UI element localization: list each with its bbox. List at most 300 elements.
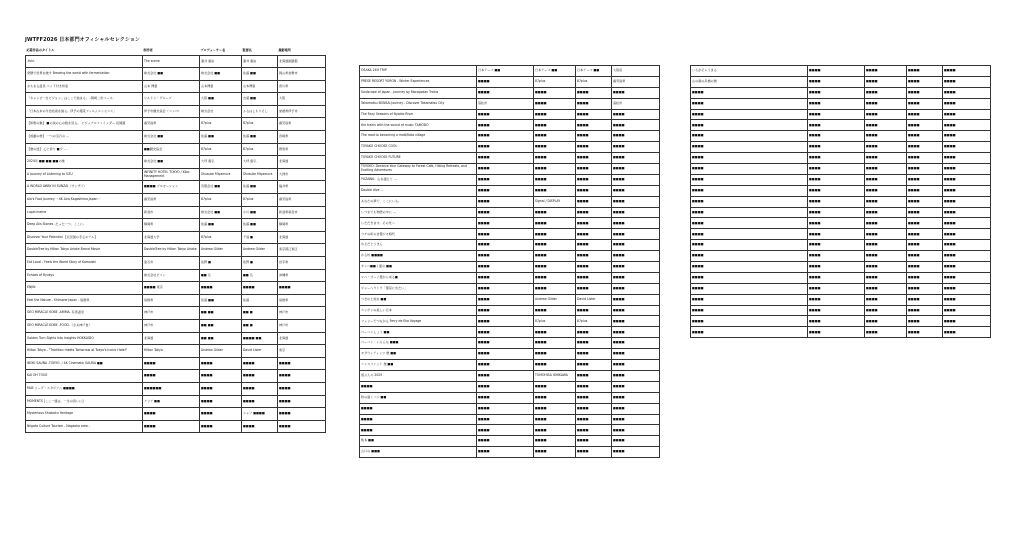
table-row <box>691 316 991 327</box>
table-row <box>26 332 326 345</box>
table-row <box>691 87 991 98</box>
cell-location: 神戸市 <box>278 307 326 320</box>
cell-director: 山本博康 <box>242 80 278 93</box>
table-row <box>691 305 991 316</box>
cell-producer-name: Shusuke Miyamura <box>200 168 242 181</box>
cell-producer-company: ■■■■ <box>808 120 865 131</box>
cell-location: ■■■■ <box>612 349 660 360</box>
cell-producer-company: ■■■■ <box>477 120 534 131</box>
cell-producer-company: 伊予市観光協会（コンペ） <box>143 105 200 118</box>
cell-director: ■■■■ <box>907 153 943 164</box>
cell-producer-company: ■■■■ <box>477 174 534 185</box>
cell-producer-name: ■■■■ <box>534 360 576 371</box>
cell-producer-company: ■■■■ <box>808 109 865 120</box>
cell-location: ■■■■ <box>612 207 660 218</box>
cell-producer-company: ■■■■ <box>477 272 534 283</box>
table-row <box>26 131 326 144</box>
table-row <box>360 349 660 360</box>
cell-director: ■■■■ <box>576 370 612 381</box>
table-row <box>360 305 660 316</box>
cell-producer-name: ■■■■ <box>865 185 907 196</box>
cell-producer-name: TOMOHISA ISHIKAWA <box>534 370 576 381</box>
table-row <box>360 403 660 414</box>
cell-producer-name: 佐藤 ■■ <box>200 131 242 144</box>
cell-producer-name: ■■■■ <box>200 382 242 395</box>
cell-title: ■■■■ <box>691 207 808 218</box>
cell-producer-name: 大坪 康弘 <box>200 156 242 169</box>
cell-director: ■■■■ <box>907 316 943 327</box>
cell-director: ■■■■ <box>907 174 943 185</box>
table-row <box>26 294 326 307</box>
cell-director: 大坪 康弘 <box>242 156 278 169</box>
cell-location: ■■■■ <box>943 327 991 338</box>
cell-producer-name: ■■■■ <box>200 282 242 295</box>
cell-producer-name: ■■■■ <box>865 142 907 153</box>
cell-location: ■■■■ <box>612 120 660 131</box>
cell-producer-name: ■■■■ <box>534 109 576 120</box>
cell-producer-company: ■■■■ <box>143 408 200 421</box>
cell-title: 【遊戯の旅】 一つの宝石の ... <box>26 131 143 144</box>
cell-producer-company: ■■■■ <box>808 164 865 175</box>
cell-director: ■■■■ <box>242 370 278 383</box>
cell-producer-company: ■■■■ <box>808 294 865 305</box>
cell-producer-name: 株式会社 ■■ <box>200 206 242 219</box>
table-row <box>360 207 660 218</box>
cell-producer-name: ■■■■ <box>865 316 907 327</box>
table-row <box>26 206 326 219</box>
cell-location: ■■■■ <box>943 229 991 240</box>
table-row <box>691 262 991 273</box>
cell-location: ■■■■ <box>943 294 991 305</box>
cell-title: TOYOKO: Decisive Your Gateway to Forest Cafe, Hiking Retreats, and Exciting Adventures <box>360 164 477 175</box>
cell-title: A Journey of Listening to OZU <box>26 168 143 181</box>
header-director: 監督名 <box>242 47 252 52</box>
cell-title: TOYAKO CHOOSE COOL <box>360 142 477 153</box>
cell-director: David Lister <box>242 345 278 358</box>
cell-director: ■■■■ <box>576 414 612 425</box>
cell-location: 鹿児島県 <box>278 194 326 207</box>
table-row <box>26 105 326 118</box>
header-producer-name: プロデューサー名 <box>200 47 226 52</box>
cell-producer-name: ■■■■ <box>534 207 576 218</box>
cell-location: ■■■■ <box>943 305 991 316</box>
cell-location: ■■■■ <box>943 98 991 109</box>
cell-location: 愛媛県伊予市 <box>278 105 326 118</box>
cell-director: ■■■■ <box>576 272 612 283</box>
cell-producer-company: ■■■■ <box>808 76 865 87</box>
cell-producer-company: INFINITY HOTEL TOKYO / Kibo Management <box>143 168 200 181</box>
cell-producer-name: 87plus <box>200 143 242 156</box>
cell-producer-company: ■■■■ <box>477 283 534 294</box>
cell-director: ■■■■ <box>576 305 612 316</box>
cell-producer-company: ■■■■ <box>477 327 534 338</box>
table-row <box>691 142 991 153</box>
cell-location: 高松市 <box>612 98 660 109</box>
cell-title: PRESE RESORT YORON - Winter Experiences <box>360 76 477 87</box>
cell-producer-company: ■■■■■■ <box>143 382 200 395</box>
cell-director: ■■■■ <box>576 360 612 371</box>
cell-location: ■■■■ <box>612 196 660 207</box>
cell-location: 東京 <box>278 345 326 358</box>
cell-producer-name: ■■■■ <box>534 262 576 273</box>
cell-title: 「キャンピ一生ビジョン」はここで始まる。 -岡崎二世コース- <box>26 93 143 106</box>
cell-title: いつまでも物語の中に ... <box>360 207 477 218</box>
cell-title: ■■■■ <box>691 229 808 240</box>
cell-title: Golden Turn Sights Into Insights HOKKAIDO <box>26 332 143 345</box>
cell-title: GEO MIRACLE KOBE -ARIMA- 有馬温泉 <box>26 307 143 320</box>
page-title: JWTFF2026 日本部門オフィシャルセレクション <box>25 37 141 43</box>
cell-producer-company: ■■■■ <box>808 185 865 196</box>
cell-producer-company: Hilton Tokyo <box>143 345 200 358</box>
table-row <box>360 316 660 327</box>
cell-producer-name: Signal / DISPLAY <box>534 196 576 207</box>
cell-location: ■■■■ <box>278 357 326 370</box>
cell-producer-company: ■■■■ <box>477 207 534 218</box>
cell-producer-company: ■■■■ <box>477 218 534 229</box>
table-row <box>26 395 326 408</box>
cell-director: ■■■■ <box>907 262 943 273</box>
cell-location: ■■■■ <box>278 282 326 295</box>
cell-title: ■■■■ <box>691 142 808 153</box>
cell-producer-name: 87plus <box>534 316 576 327</box>
table-row <box>26 420 326 433</box>
cell-producer-name: ■■■■ <box>534 131 576 142</box>
cell-producer-name: ■■■■ <box>865 87 907 98</box>
cell-director: ■■■■ <box>242 282 278 295</box>
cell-producer-company: 北海道 <box>143 332 200 345</box>
cell-director: 佐野 ■ <box>242 257 278 270</box>
cell-producer-company: ■■■■ <box>477 305 534 316</box>
cell-producer-company: ■■■■ プロモーション <box>143 181 200 194</box>
cell-location: 鹿児島県 <box>612 76 660 87</box>
table-row <box>691 240 991 251</box>
cell-location: 宮崎県 <box>278 131 326 144</box>
cell-director: 87plus <box>576 76 612 87</box>
cell-producer-company: ■■■■ <box>808 207 865 218</box>
table-row <box>360 283 660 294</box>
cell-title: 【旅の途】 心と祈り ■夕 ... <box>26 143 143 156</box>
cell-producer-name: 蒲井 康祐 <box>200 55 242 68</box>
cell-location: 福井県 <box>278 181 326 194</box>
cell-producer-company: ■■■■ <box>808 174 865 185</box>
table-row <box>26 319 326 332</box>
cell-producer-name: 佐藤 ■■ <box>200 294 242 307</box>
cell-director: ■■■■ <box>576 87 612 98</box>
cell-producer-company: 神戸市 <box>143 319 200 332</box>
cell-producer-company: 株式会社 ■■ <box>143 68 200 81</box>
cell-title: OSAKA 24H TRIP <box>360 66 477 77</box>
table-row <box>691 98 991 109</box>
cell-location: ■■■■ <box>943 272 991 283</box>
table-row <box>26 257 326 270</box>
table-row <box>26 282 326 295</box>
cell-title: ■■■■ <box>691 327 808 338</box>
table-row <box>26 80 326 93</box>
cell-location: ■■■■ <box>943 120 991 131</box>
cell-producer-name: 87plus <box>200 118 242 131</box>
table-row <box>360 240 660 251</box>
table-row <box>691 207 991 218</box>
cell-location: ■■■■ <box>612 262 660 273</box>
table-row <box>360 392 660 403</box>
cell-location: 北海道 <box>278 156 326 169</box>
table-row <box>360 262 660 273</box>
cell-title: ■■■■ <box>360 381 477 392</box>
cell-producer-company: ■■■■ <box>477 76 534 87</box>
cell-producer-company: ■■■■ <box>808 153 865 164</box>
cell-producer-name: ■■■■ <box>865 283 907 294</box>
cell-producer-name: ■■■■ <box>865 251 907 262</box>
cell-title: The Foxy Seasons of Nyoido River <box>360 109 477 120</box>
cell-producer-name: ■■■■ <box>534 120 576 131</box>
table-row <box>26 382 326 395</box>
cell-director: ■■■■ <box>576 131 612 142</box>
table-row <box>360 142 660 153</box>
cell-title: Discover Your Potential 【北見屋の手心ホテル】 <box>26 231 143 244</box>
cell-location: 北海道釧路郡 <box>278 55 326 68</box>
cell-title: ジョーヘウトウ「風景に出たい」 <box>360 283 477 294</box>
cell-title: ■■■■ <box>691 120 808 131</box>
cell-producer-name: ■■■■ <box>534 185 576 196</box>
cell-producer-name: ■■■■ <box>865 218 907 229</box>
cell-title: ■■■■ <box>691 218 808 229</box>
cell-location: ■■■■ <box>278 420 326 433</box>
cell-director: ■■■■ <box>907 196 943 207</box>
cell-location: 沖縄県 <box>278 269 326 282</box>
cell-director: ■■■■ <box>242 420 278 433</box>
cell-director: ■■■■ <box>576 381 612 392</box>
cell-producer-name: ■■■■ <box>534 381 576 392</box>
cell-director: シャプ ■■■■ <box>242 408 278 421</box>
table-row <box>691 283 991 294</box>
table-row <box>360 414 660 425</box>
cell-director: 千島 ■ <box>242 231 278 244</box>
cell-title: TOYAKO CHOOSE FUTURE <box>360 153 477 164</box>
cell-location: ■■■■ <box>943 196 991 207</box>
table-row <box>360 153 660 164</box>
cell-title: つぎの土地を ■■ <box>360 294 477 305</box>
cell-title: 秋の遠くバシ ■■ <box>360 392 477 403</box>
cell-producer-name: ■■■■ <box>200 370 242 383</box>
cell-title: ■■■■ <box>691 240 808 251</box>
cell-location: ■■■■ <box>278 408 326 421</box>
cell-location: 岩手県 <box>278 257 326 270</box>
cell-location: ■■■■ <box>612 153 660 164</box>
cell-director: ふるはしもりそし <box>242 105 278 118</box>
cell-location: ■■■■ <box>612 414 660 425</box>
cell-producer-name: ■■■■ <box>200 395 242 408</box>
cell-location: ■■■■ <box>943 283 991 294</box>
cell-producer-company: 神戸市 <box>143 307 200 320</box>
cell-producer-company: ■■■■ <box>477 360 534 371</box>
table-row <box>360 360 660 371</box>
cell-location: ■■■■ <box>943 185 991 196</box>
cell-location: ■■■■ <box>612 370 660 381</box>
cell-producer-name: ■■■■ <box>534 272 576 283</box>
cell-producer-name: ■■■■ <box>865 294 907 305</box>
cell-producer-name: Andrew Gilder <box>534 294 576 305</box>
cell-location: ■■■■ <box>943 153 991 164</box>
cell-director: ■■■■ <box>576 327 612 338</box>
cell-location: ■■■■ <box>943 262 991 273</box>
selection-table-3 <box>690 65 991 338</box>
cell-location: 香川県 <box>278 80 326 93</box>
cell-title: ■■■■ <box>691 153 808 164</box>
table-row <box>360 294 660 305</box>
cell-director: ■■■■ <box>242 395 278 408</box>
selection-table-1 <box>25 47 326 433</box>
cell-producer-name: 大阪 ■■ <box>200 93 242 106</box>
cell-director: ■■■■ <box>242 382 278 395</box>
cell-director: ■■■■ <box>907 185 943 196</box>
table-row <box>26 55 326 68</box>
cell-producer-company: ■■■■ <box>477 142 534 153</box>
table-row <box>360 251 660 262</box>
cell-producer-name: ■■■■ <box>865 131 907 142</box>
cell-producer-company: ■■■■ <box>477 294 534 305</box>
cell-producer-company: ■■■■ <box>808 272 865 283</box>
cell-location: ■■■■ <box>943 174 991 185</box>
cell-location: 神戸市 <box>278 319 326 332</box>
table-row <box>691 66 991 77</box>
table-row <box>360 381 660 392</box>
table-row <box>360 218 660 229</box>
cell-location: ■■■■ <box>943 142 991 153</box>
table-row <box>691 131 991 142</box>
cell-producer-name: ■■■■ <box>865 76 907 87</box>
table-row <box>691 120 991 131</box>
cell-director: Shusuke Miyamura <box>242 168 278 181</box>
cell-director: ■■■■ <box>576 425 612 436</box>
cell-title: ■■■■ <box>360 414 477 425</box>
cell-title: ニッポンの美しい日本 <box>360 305 477 316</box>
cell-producer-company: ■■■■ <box>143 370 200 383</box>
table-row <box>360 164 660 175</box>
cell-location: 群馬県 <box>278 143 326 156</box>
cell-title: 2024年 ■■ ■■ ■■の旅 <box>26 156 143 169</box>
cell-title: The road to becoming a matt/Kota village <box>360 131 477 142</box>
cell-producer-name: ■■■■ <box>865 305 907 316</box>
cell-producer-name: ■■■■ <box>534 153 576 164</box>
cell-producer-name: ■■■■ <box>865 240 907 251</box>
cell-producer-name: ■■■■ <box>200 420 242 433</box>
cell-location: ■■■■ <box>612 447 660 458</box>
cell-location: ■■■■ <box>612 305 660 316</box>
cell-director: 87plus <box>242 118 278 131</box>
cell-producer-company: ■■■■ <box>477 185 534 196</box>
table-row <box>360 131 660 142</box>
cell-location: ■■■■ <box>943 131 991 142</box>
cell-location: ■■■■ <box>943 251 991 262</box>
cell-title: ■■■■ <box>691 272 808 283</box>
cell-title: Takamatsu BONSAI Journey - Discover Takamatsu City <box>360 98 477 109</box>
cell-director: 日本テーマ ■■ <box>576 66 612 77</box>
cell-producer-name: 87plus <box>200 194 242 207</box>
table-row <box>26 93 326 106</box>
cell-producer-company: ■■■■ <box>808 240 865 251</box>
cell-director: ■■■■ <box>907 327 943 338</box>
cell-director: ■■■■ <box>576 229 612 240</box>
cell-producer-name: 有限会社 ■■ <box>200 181 242 194</box>
cell-location: ■■■■ <box>612 381 660 392</box>
cell-producer-company: 株式会社 ■■ <box>143 156 200 169</box>
cell-producer-company: 新潟市 <box>143 206 200 219</box>
cell-director: ■■■■ <box>907 120 943 131</box>
cell-location: ■■■■ <box>943 87 991 98</box>
cell-producer-name: ■■■■ <box>534 283 576 294</box>
cell-director: ■■■■ <box>907 294 943 305</box>
cell-producer-company: ■■■■ <box>477 349 534 360</box>
cell-title: ■■■■ <box>360 425 477 436</box>
cell-director: 佐藤 ■■ <box>242 131 278 144</box>
table-header-row <box>26 47 326 55</box>
cell-director: ■■■■ <box>907 240 943 251</box>
cell-director: ■■■■ <box>576 174 612 185</box>
cell-title: いろがそらうまる <box>691 66 808 77</box>
cell-location: ■■■■ <box>612 109 660 120</box>
cell-producer-name: ■■■■ <box>534 392 576 403</box>
cell-location: ■■■■ <box>943 109 991 120</box>
cell-title: ENJIN <box>26 282 143 295</box>
table-row <box>26 269 326 282</box>
cell-location: ■■■■ <box>943 240 991 251</box>
cell-title: GEO MIRACLE KOBE -FOOD-（さあ神戸食） <box>26 319 143 332</box>
cell-director: ■■■■ <box>576 109 612 120</box>
cell-producer-name: ■■■■ <box>534 436 576 447</box>
cell-title: -Yuki- <box>26 55 143 68</box>
table-row <box>691 174 991 185</box>
cell-title: ■■■■ <box>691 294 808 305</box>
cell-title: Niigata Culture Tourism - Nagaoka area - <box>26 420 143 433</box>
cell-title: ベーコンしょう ■■ <box>360 327 477 338</box>
cell-producer-name: ■■■■ <box>534 229 576 240</box>
cell-producer-name: ■■■■ <box>534 218 576 229</box>
cell-producer-name: 株式会社 <box>200 105 242 118</box>
cell-director: 佐藤 <box>242 294 278 307</box>
cell-producer-company: ■■■■ <box>477 240 534 251</box>
cell-director: ■■■■ <box>907 164 943 175</box>
cell-producer-name: ■■■■ <box>534 174 576 185</box>
cell-producer-name: ■■■■ <box>534 240 576 251</box>
header-title: 応募作品のタイトル <box>26 47 55 52</box>
cell-producer-name: ■■■■ <box>865 207 907 218</box>
cell-producer-name: ■■■■ <box>534 349 576 360</box>
cell-producer-company: 鹿児島県 <box>143 118 200 131</box>
cell-producer-company: ■■■■ <box>477 447 534 458</box>
cell-producer-company: ■■■■ <box>808 251 865 262</box>
cell-director: ■■■■ <box>907 109 943 120</box>
cell-director: ■■■■ <box>576 251 612 262</box>
cell-producer-company: ■■観光協会 <box>143 143 200 156</box>
cell-producer-name: ■■■■ <box>865 174 907 185</box>
cell-director: ■■■■ <box>907 66 943 77</box>
table-row <box>26 68 326 81</box>
cell-producer-company: ■■■■ <box>477 436 534 447</box>
cell-title: ■■■■ <box>691 109 808 120</box>
cell-director: ■■■■ <box>907 218 943 229</box>
cell-producer-company: ■■■■ <box>477 131 534 142</box>
cell-title: ■■■■ <box>691 98 808 109</box>
cell-producer-company: ■■■■ <box>808 327 865 338</box>
cell-location: 静岡県 <box>278 219 326 232</box>
cell-location: ■■■■ <box>278 370 326 383</box>
table-row <box>360 425 660 436</box>
cell-producer-company: ヒルトン・グループ <box>143 93 200 106</box>
cell-location: ■■■■ <box>612 272 660 283</box>
table-row <box>691 294 991 305</box>
cell-director: ■■■■ <box>576 207 612 218</box>
cell-director: ■■■■ <box>576 142 612 153</box>
